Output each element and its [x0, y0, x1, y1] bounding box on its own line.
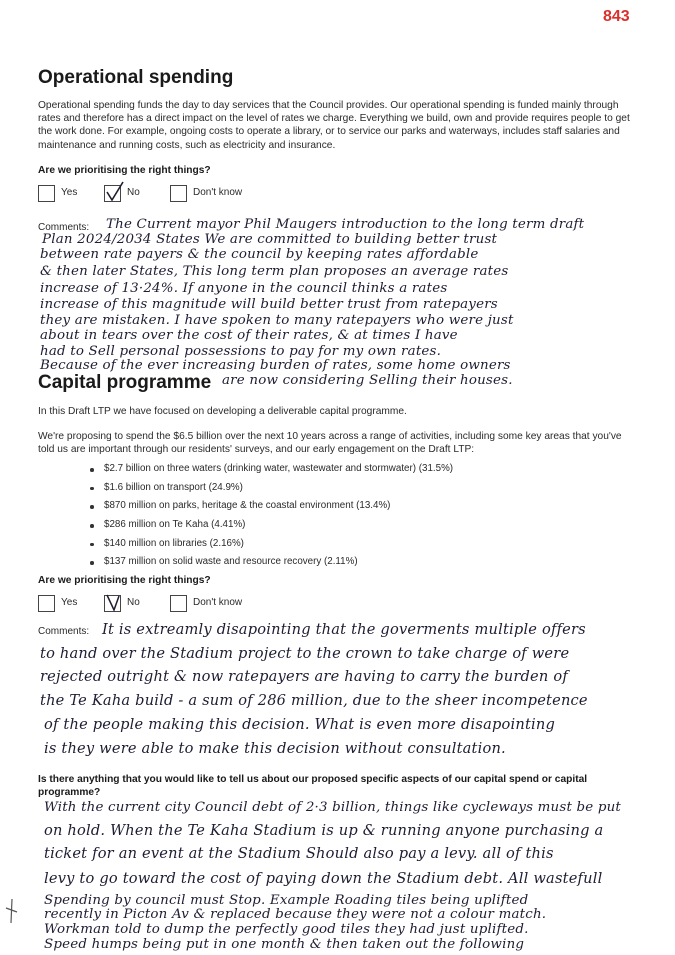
handwritten-line: are now considering Selling their houses. [222, 373, 513, 388]
handwritten-line: is they were able to make this decision without consultation. [44, 740, 506, 757]
option-yes-1: Yes [61, 187, 78, 198]
handwritten-line: Because of the ever increasing burden of rates, some home owners [40, 358, 511, 373]
list-item: $137 million on solid waste and resource recovery (2.11%) [90, 553, 453, 572]
comments-label-2: Comments: [38, 626, 90, 637]
check-mark-icon [104, 593, 122, 613]
handwritten-line: It is extreamly disapointing that the goverments multiple offers [102, 621, 586, 638]
checkbox-yes-2[interactable] [38, 595, 55, 612]
handwritten-line: levy to go toward the cost of paying down the Stadium debt. All wastefull [44, 870, 603, 887]
handwritten-line: rejected outright & now ratepayers are having to carry the burden of [40, 668, 568, 685]
checkbox-yes-1[interactable] [38, 185, 55, 202]
comments-label-1: Comments: [38, 222, 90, 233]
option-dontknow-2: Don't know [193, 597, 243, 608]
margin-pen-mark [4, 898, 18, 924]
list-item: $2.7 billion on three waters (drinking water, wastewater and stormwater) (31.5%) [90, 460, 453, 479]
option-no-1: No [127, 187, 140, 198]
list-item: $140 million on libraries (2.16%) [90, 535, 453, 554]
handwritten-line: to hand over the Stadium project to the crown to take charge of were [40, 645, 570, 662]
capital-intro-detail: We're proposing to spend the $6.5 billion over the next 10 years across a range of activities, including some key areas that you've told us are important through our residents' surveys, and our early engagement on the Draft LTP: [38, 431, 622, 456]
handwritten-line: between rate payers & the council by keeping rates affordable [40, 247, 479, 262]
question-priorities-1: Are we prioritising the right things? [38, 165, 211, 176]
handwritten-line: Plan 2024/2034 States We are committed to building better trust [42, 232, 498, 247]
handwritten-line: increase of 13·24%. If anyone in the council thinks a rates [40, 281, 448, 296]
checkbox-dontknow-2[interactable] [170, 595, 187, 612]
handwritten-line: The Current mayor Phil Maugers introduction to the long term draft [106, 217, 585, 232]
handwritten-line: Spending by council must Stop. Example Roading tiles being uplifted [44, 893, 529, 908]
check-mark-icon [103, 180, 125, 204]
handwritten-line: the Te Kaha build - a sum of 286 million, due to the sheer incompetence [40, 692, 588, 709]
section-title-operational: Operational spending [38, 67, 234, 88]
handwritten-line: Workman told to dump the perfectly good tiles they had just uplifted. [44, 922, 529, 937]
section-title-capital: Capital programme [38, 372, 212, 393]
handwritten-line: they are mistaken. I have spoken to many ratepayers who were just [40, 313, 514, 328]
handwritten-line: & then later States, This long term plan proposes an average rates [40, 264, 509, 279]
checkbox-dontknow-1[interactable] [170, 185, 187, 202]
handwritten-line: Speed humps being put in one month & then taken out the following [44, 937, 525, 952]
handwritten-line: recently in Picton Av & replaced because they were not a colour match. [44, 907, 547, 922]
option-no-2: No [127, 597, 140, 608]
handwritten-line: had to Sell personal possessions to pay for my own rates. [40, 344, 442, 359]
page-number: 843 [603, 8, 630, 25]
question-priorities-2: Are we prioritising the right things? [38, 575, 211, 586]
handwritten-line: With the current city Council debt of 2·3 billion, things like cycleways must be put [44, 800, 622, 815]
handwritten-line: of the people making this decision. What is even more disapointing [44, 716, 556, 733]
list-item: $286 million on Te Kaha (4.41%) [90, 516, 453, 535]
handwritten-line: about in tears over the cost of their rates, & at times I have [40, 328, 458, 343]
list-item: $870 million on parks, heritage & the coastal environment (13.4%) [90, 497, 453, 516]
capital-bullet-list [90, 460, 453, 572]
operational-intro: Operational spending funds the day to day services that the Council provides. Our operational spending is funded mainly through rates and therefore has a direct impact on the level of rates we charge. Everything we build, own and provide requires people to get the work done. For example, ongoing costs to operate a library, or to service our parks and waterways, includes staff salaries and maintenance and running costs, such as electricity and insurance. [38, 100, 630, 151]
option-dontknow-1: Don't know [193, 187, 243, 198]
handwritten-line: increase of this magnitude will build better trust from ratepayers [40, 297, 498, 312]
handwritten-line: ticket for an event at the Stadium Should also pay a levy. all of this [44, 845, 554, 862]
list-item: $1.6 billion on transport (24.9%) [90, 479, 453, 498]
question-capital-spend: Is there anything that you would like to tell us about our proposed specific aspects of our capital spend or capital programme? [38, 774, 588, 798]
handwritten-line: on hold. When the Te Kaha Stadium is up & running anyone purchasing a [44, 822, 604, 839]
capital-intro: In this Draft LTP we have focused on developing a deliverable capital programme. [38, 406, 407, 417]
option-yes-2: Yes [61, 597, 78, 608]
